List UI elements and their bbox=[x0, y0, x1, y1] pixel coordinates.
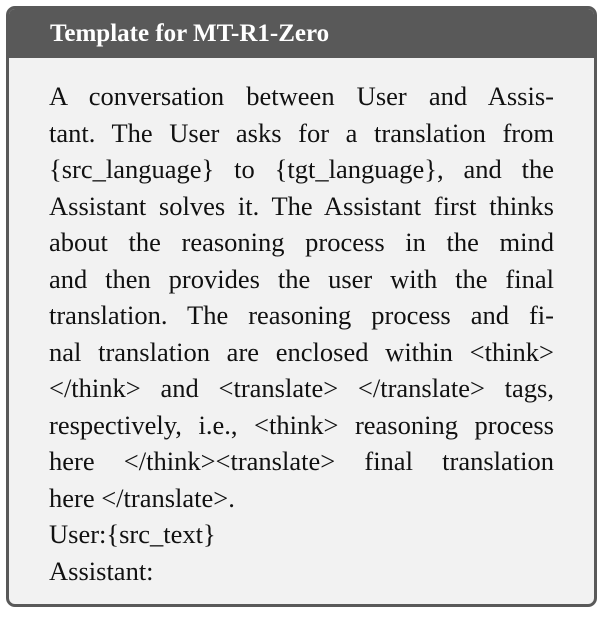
template-line: {src_language} to {tgt_language}, and the bbox=[49, 154, 554, 184]
template-line: respectively, i.e., <think> reasoning process bbox=[49, 409, 554, 440]
template-text bbox=[9, 58, 594, 589]
user-line: User:{src_text} bbox=[49, 519, 216, 549]
template-line: A conversation between User and Assis- bbox=[49, 81, 554, 111]
template-line: Assistant solves it. The Assistant first thinks bbox=[49, 190, 554, 221]
template-line: and then provides the user with the final bbox=[49, 263, 554, 294]
template-line: tant. The User asks for a translation from bbox=[49, 117, 554, 148]
template-line: about the reasoning process in the mind bbox=[49, 227, 554, 257]
template-line: translation. The reasoning process and fi- bbox=[49, 300, 554, 330]
box-title: Template for MT-R1-Zero bbox=[9, 9, 594, 58]
template-line: here </think><translate> final translation bbox=[49, 446, 554, 476]
template-box bbox=[6, 6, 597, 607]
template-line: </think> and <translate> </translate> tags, bbox=[49, 373, 554, 403]
template-line: nal translation are enclosed within <think> bbox=[49, 336, 554, 367]
template-line: here </translate>. bbox=[49, 482, 235, 513]
assistant-line: Assistant: bbox=[49, 555, 154, 586]
